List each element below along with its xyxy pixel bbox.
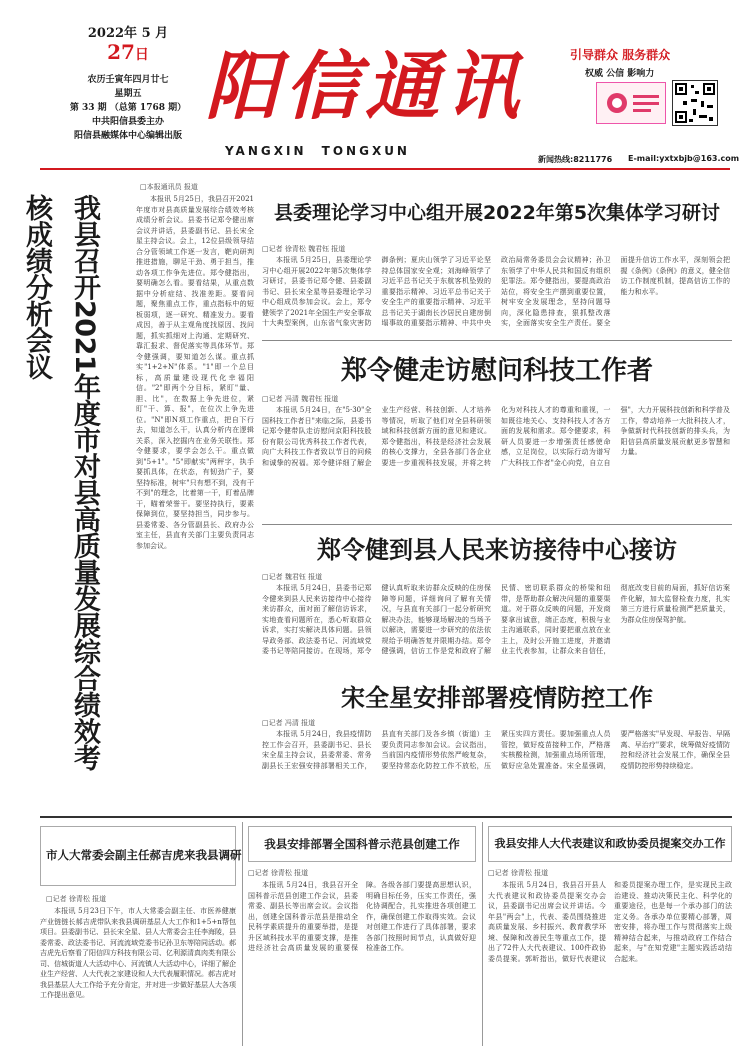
slogan-secondary: 权威 公信 影响力 <box>585 69 655 79</box>
petition-reception-byline: □记者 魏君钰 报道 <box>262 573 323 581</box>
tech-workers-headline: 郑令健走访慰问科技工作者 <box>340 356 653 386</box>
sponsor: 中共阳信县委主办 <box>91 117 164 127</box>
npc-inspection-byline: □记者 徐青松 报道 <box>46 895 107 903</box>
newspaper-title: 阳信通讯 <box>205 44 525 130</box>
science-county-byline: □记者 徐青松 报道 <box>248 869 309 877</box>
lunar-date: 农历壬寅年四月廿七 <box>87 75 169 85</box>
petition-reception-headline: 郑令健到县人民来访接待中心接访 <box>317 536 677 564</box>
npc-inspection-headline: 市人大常委会副主任郝吉虎来我县调研 <box>46 848 242 862</box>
article-proposal-handling <box>488 822 732 1048</box>
article-study-session <box>262 180 732 338</box>
news-hotline: 新闻热线:8211776 <box>538 155 613 164</box>
column-divider <box>482 822 483 1046</box>
masthead <box>0 0 739 170</box>
tech-workers-body: 本报讯 5月24日，在"5·30"全国科技工作者日"来临之际，县委书记郑令健带队走访慰问京阳科技股份有限公司优秀科技工作者代表，向广大科技工作者致以节日的问候和诚挚的祝福。郑令健详细了解企业生产经营、科技创新、人才培养等情况，听取了他们对全县科研领域和科技创新方面的意见和建议。郑令健指出，科技是经济社会发展的核心支撑力，全县各部门各企业要进一步重视科技发展，并将之转化为对科技人才的尊重和重视，一如既往地关心、支持科技人才各方面的发展和需求。郑令健要求，科研人员要进一步增强责任感使命感，立足岗位，以实际行动为谱写广大科技工作者"金心向党，自立自强"，大力开展科技创新和科学普及工作，带动培养一大批科技人才，争做新时代科技创新的排头兵，为阳信县高质量发展贡献更多智慧和力量。 <box>262 406 730 467</box>
publisher-logo <box>596 82 666 124</box>
newspaper-pinyin: YANGXIN TONGXUN <box>225 144 410 158</box>
article-petition-reception <box>262 528 732 680</box>
tech-workers-byline: □记者 冯清 魏君钰 报道 <box>262 395 339 403</box>
proposal-handling-body: 本报讯 5月24日，我县召开县人大代表建议和政协委员提案交办会议，县委副书记出席会议并讲话。今年县"两会"上，代表、委员围绕推进高质量发展、乡村振兴、教育教学环境、保障和改善民生等重点工作，提出了72件人大代表建议、100件政协委员提案。郭昕指出，做好代表建议和委员提案办理工作，是实现民主政治建设、推动决策民主化、科学化的重要途径，也是每一个承办部门的法定义务。各承办单位要精心部署，周密安排，将办理工作与贯彻落实上级精神结合起来，与推动政府工作结合起来，与"在知党建"主题实践活动结合起来。 <box>488 881 732 963</box>
petition-reception-body: 本报讯 5月24日，县委书记郑令健来到县人民来访接待中心接待来访群众，面对面了解信访诉求，实地查看问题所在，悉心听取群众诉求，实打实解决具体问题。县领导政务部、政法委书记、河流域党委书记等陪同接访。在现场，郑令健认真听取来访群众反映的住房保障等问题，详细询问了解有关情况，与县直有关部门一起分析研究解决办法，能够现场解决的当场予以解决，需要进一步研究的依法依规给予明确答复并限期办结。郑令健强调，信访工作是党和政府了解民情、密切联系群众的桥梁和纽带，是帮助群众解决问题的重要渠道。对于群众反映的问题，开发商要拿出诚意，端正态度，积极与业主沟通联系，同时要把重点放在业主上，及时公开施工进度，并邀请业主代表参加，让群众来自信任，彻底改变目前的局面，抓好信访案件化解，加大监督检查力度，扎实第三方进行质量检测严把质量关，为群众住房保驾护航。 <box>262 584 730 655</box>
qr-code-icon <box>672 80 718 126</box>
lead-byline: □本报通讯员 报道 <box>140 183 198 191</box>
article-npc-inspection <box>40 822 242 1048</box>
article-tech-workers <box>262 344 732 522</box>
lead-body: 本报讯 5月25日，我县召开2021年度市对县高质量发展综合绩效考核成绩分析会议。县委书记郑令健出席会议并讲话，县委副书记、县长宋全星主持会议。会上，12位县级领导结合分管领域工作逐一发言，靶向研判推进措施，聊足干劲、勇于担当，推动各项工作争先进位。郑令健指出，要明确怎么看。要看结果，从重点数据中分析症结、找准差距。要看问题，聚焦重点工作，重点指标中的短板弱项，逐一研究、精准发力。要看成因，善于从主观角度找原因、找问题，抓实抓细对上沟通、定期研究、靠汇报求、督促落实等具体环节。郑令健强调，要知道怎么谋。重点抓实"1+2+N"体系。"1"即一个总目标，高质量建设现代化幸福阳信。"2"即两个分目标，紧盯"量、胆、比"，在数据上争先进位，紧盯"干、算、报"，在位次上争先进位。"N"即N项工作重点，把自下行去，知道怎么干，认真分析内在逻辑关系，深入挖掘内在业务关联性。郑令健要求，要学会怎么干。重点做到"5+1"。"5"即献实"两秤字，执手要抓具体，在状态，有韧劲广子，要坚持标准，树牢"只有想不到，没有干不到"的理念，比着第一干，盯着品牌干，瞄着荣誉干。要坚持执行，要素保障到位，要坚持担当，同步参与。县委常委、各分管副县长、政府办公室主任，县直有关部门主要负责同志参加会议。 <box>136 195 254 550</box>
email-address: E-mail:yxtxbjb@163.com <box>628 154 739 163</box>
media-logo-icon <box>597 83 665 123</box>
lead-headline: 我县召开2021年度市对县高质量发展综合绩效考核成绩分析会议 <box>21 194 100 771</box>
epidemic-control-headline: 宋全星安排部署疫情防控工作 <box>341 684 653 712</box>
masthead-rule <box>40 168 730 170</box>
divider <box>40 816 732 818</box>
article-science-county <box>248 822 476 1048</box>
epidemic-control-body: 本报讯 5月24日，我县疫情防控工作会召开，县委副书记、县长宋全星主持会议，县委常委、常务副县长王宏强安排部署相关工作，县直有关部门及各乡镇（街道）主要负责同志参加会议。会议指出，当前国内疫情形势依然严峻复杂，要坚持常态化防控工作不放松，压紧压实四方责任。要加强重点人员管控，做好疫苗接种工作，严格落实核酸检测，加强重点场所管理，做好应急处置准备。宋全星强调，要严格落实"早发现、早报告、早隔离、早治疗"要求，统筹做好疫情防控和经济社会发展工作，确保全县疫情防控形势持续稳定。 <box>262 730 730 770</box>
science-county-body: 本报讯 5月24日，我县召开全国科普示范县创建工作会议，县委常委、副县长等出席会议。会议指出，创建全国科普示范县是推动全民科学素质提升的重要举措，是提升区域科技水平的重要支撑，是推进经济社会高质量发展的重要保障。各级各部门要提高思想认识，明确目标任务，压实工作责任，强化协调配合，扎实推进各项创建工作，确保创建工作取得实效。会议对创建工作进行了具体部署，要求各部门按照时间节点，认真做好迎检准备工作。 <box>248 881 476 952</box>
slogan: 引导群众 服务群众 <box>570 48 671 62</box>
study-session-byline: □记者 徐青松 魏君钰 报道 <box>262 245 346 253</box>
npc-inspection-body: 本报讯 5月23日下午，市人大常委会副主任、市医养健康产业链链长郝吉虎带队来我县调研基层人大工作和1+5+n帮包项目。县委副书记、县长宋全星、县人大常委会主任李海陵，县委常委、政法委书记、河流流域党委书记孙卫东等陪同活动。郝吉虎先后察看了阳信四方科技有限公司、亿利源清真肉类有限公司、信城街道人大活动中心、河流镇人大活动中心，详细了解企业生产经营、人大代表之家建设和人大代表履职情况。郝吉虎对我县基层人大工作给予充分肯定，并对进一步做好基层人大各项工作提出意见。 <box>40 907 236 999</box>
editor-info: 阳信县融媒体中心编辑出版 <box>73 131 182 141</box>
divider <box>262 340 732 341</box>
epidemic-control-byline: □记者 冯清 报道 <box>262 719 316 727</box>
issue-day <box>68 40 188 64</box>
lead-article <box>21 180 256 810</box>
proposal-handling-byline: □记者 徐青松 报道 <box>488 869 549 877</box>
column-divider <box>242 822 243 1046</box>
study-session-headline: 县委理论学习中心组开展2022年第5次集体学习研讨 <box>273 202 721 224</box>
proposal-handling-headline: 我县安排人大代表建议和政协委员提案交办工作 <box>494 837 726 850</box>
article-epidemic-control <box>262 682 732 812</box>
issue-day-suffix: 日 <box>134 47 149 63</box>
weekday: 星期五 <box>114 89 142 99</box>
issue-day-number: 27 <box>107 40 135 64</box>
divider <box>262 524 732 525</box>
issue-number: 第 33 期 （总第 1768 期） <box>69 103 187 113</box>
science-county-headline: 我县安排部署全国科普示范县创建工作 <box>264 837 460 851</box>
study-session-body: 本报讯 5月25日，县委理论学习中心组开展2022年第5次集体学习研讨，县委书记郑令健、县委副书记、县长宋全星等县委理论学习中心组成员参加会议。会上，郑令健领学了2021年全国生产安全事故十大典型案例，山东省气象灾害防御条例；夏庆山领学了习近平论坚持总体国家安全观；刘海峰领学了习近平总书记关于东航客机坠毁的重要指示精神、习近平总书记关于安全生产的重要指示精神、习近平总书记关于湖南长沙居民自建房倒塌事故的重要指示精神、中共中央政治局常务委员会会议精神；孙卫东领学了中华人民共和国反有组织犯罪法。郑令健指出，要提高政治站位，将安全生产摆到重要位置，树牢安全发展理念，坚持问题导向，深化隐患排查，狠抓整改落实，全面落实安全生产责任。要全面提升信访工作水平，深刻领会把握《条例》《条例》的意义，健全信访工作制度机制，提高信访工作的能力和水平。 <box>262 256 730 327</box>
issue-date: 2022年 5 月 <box>87 26 169 41</box>
